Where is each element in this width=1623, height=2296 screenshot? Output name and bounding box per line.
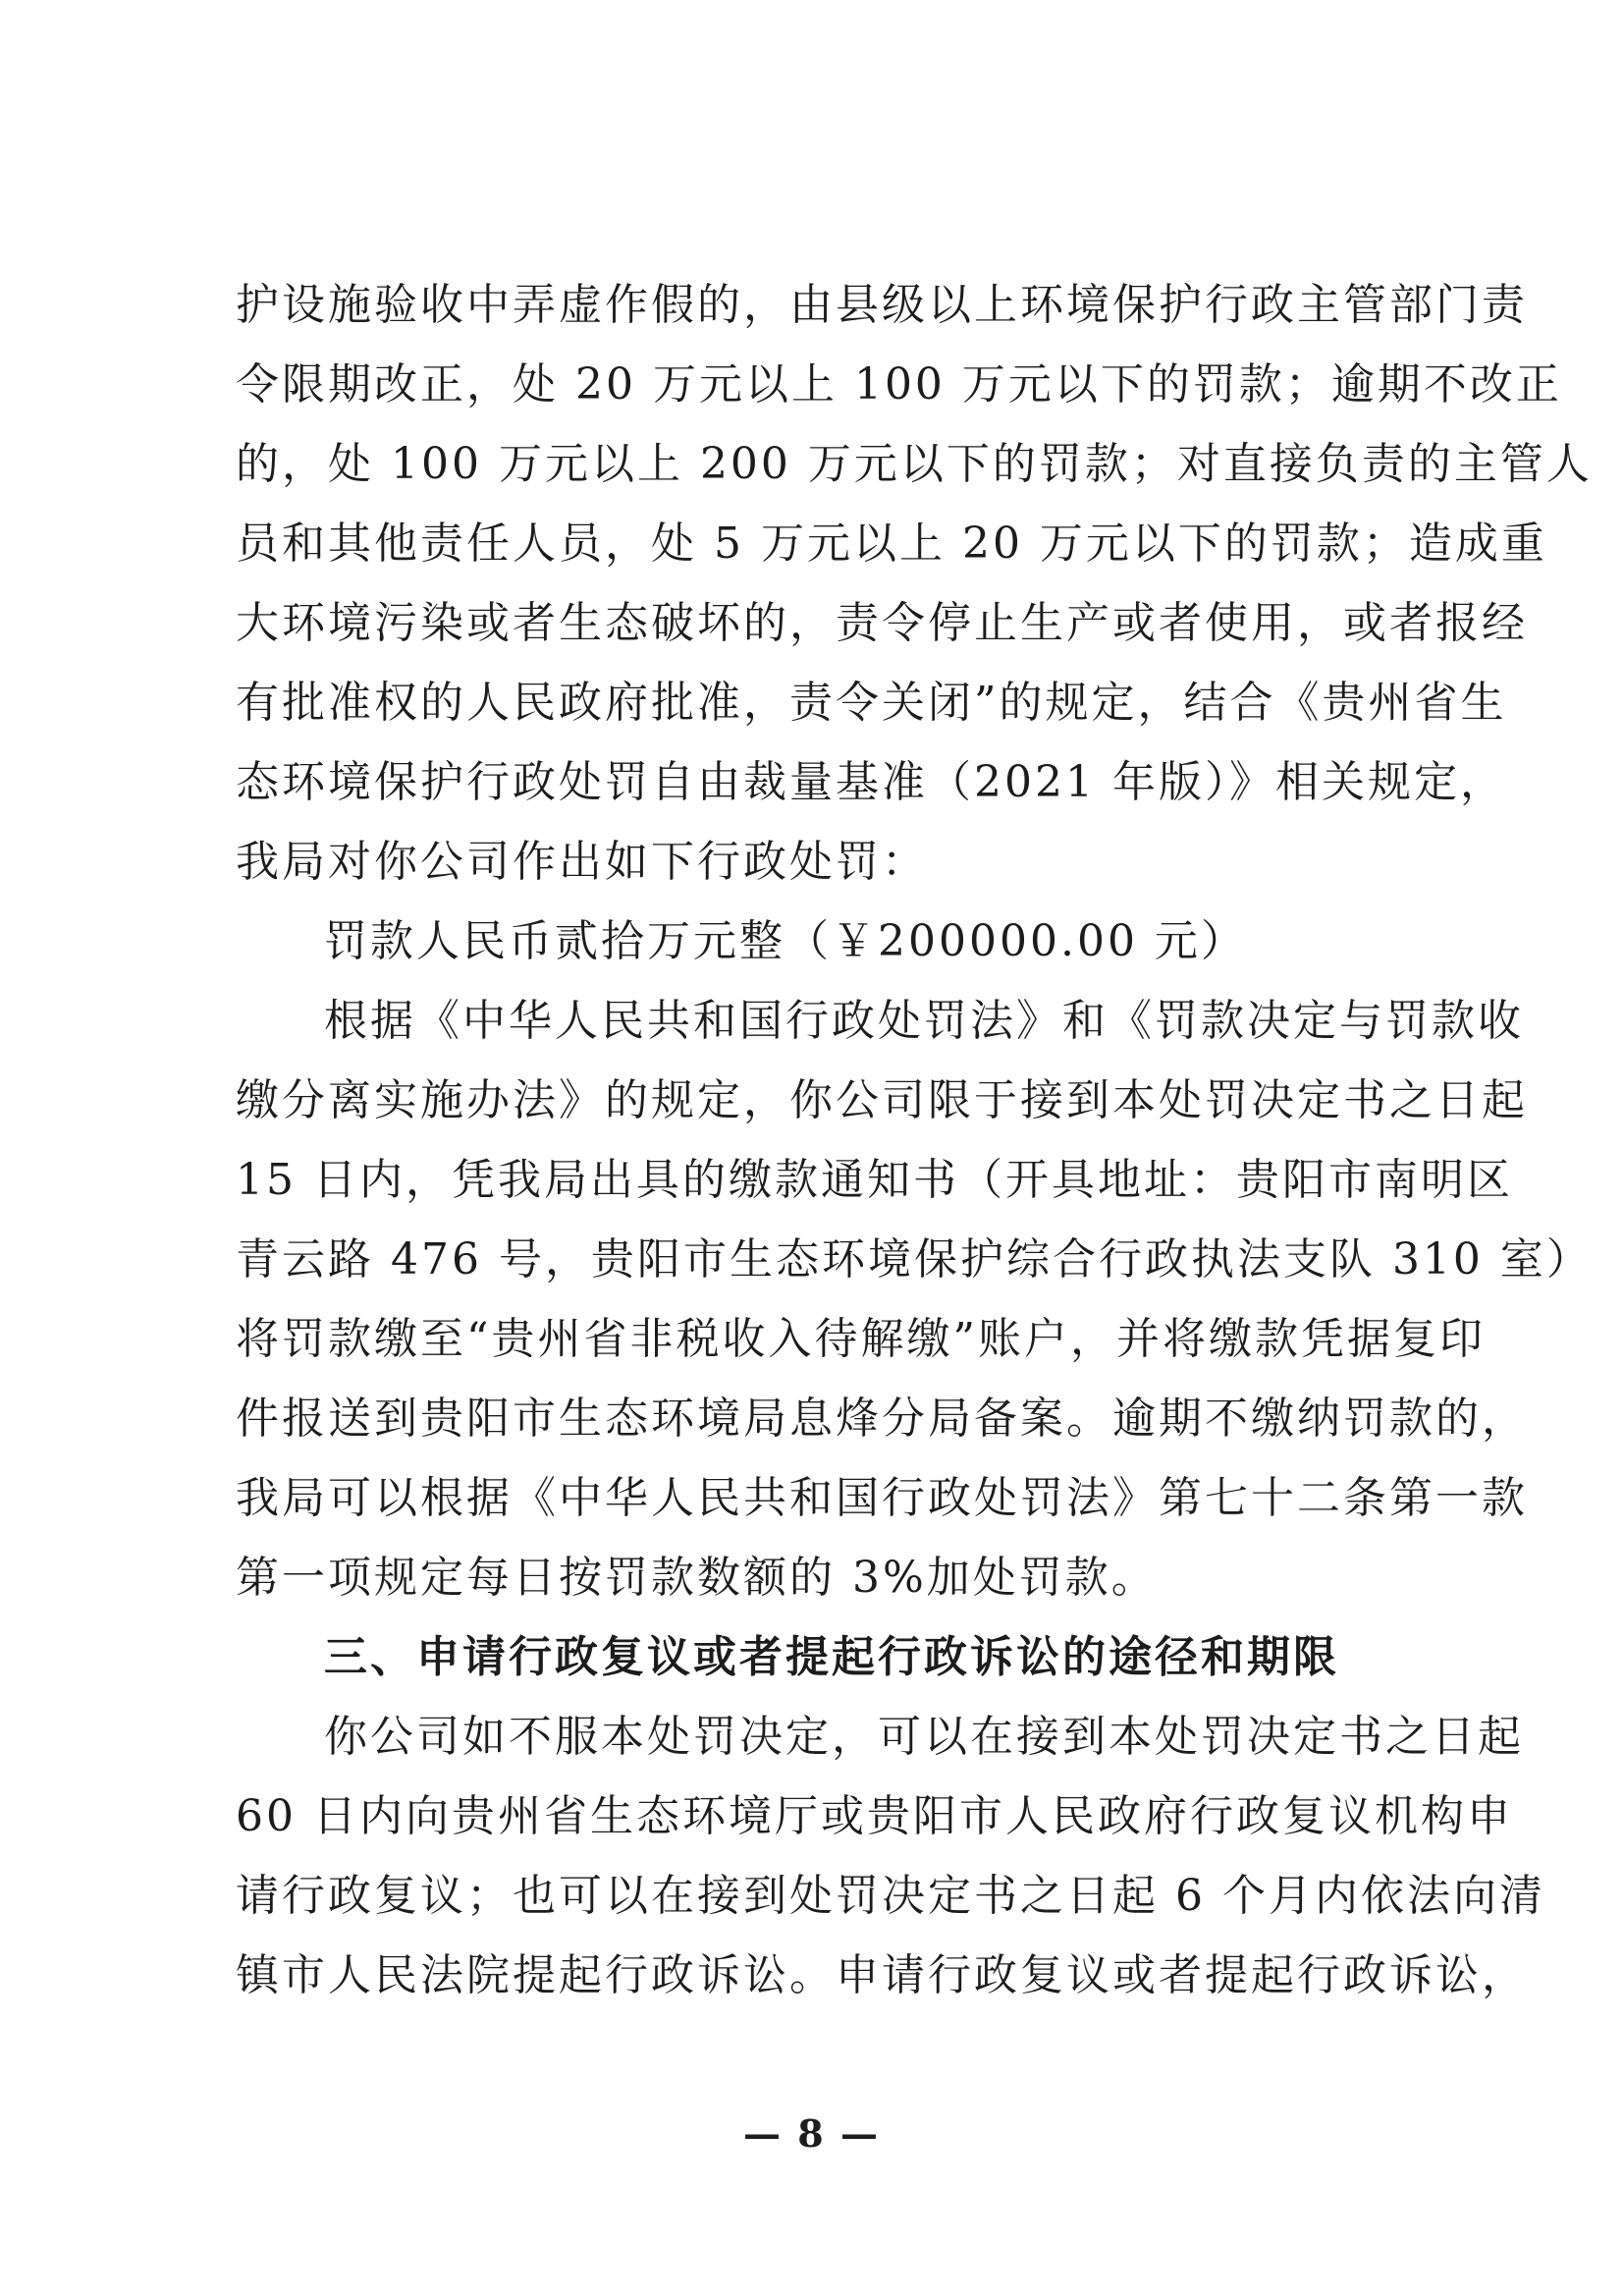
body-line: 令限期改正，处 20 万元以上 100 万元以下的罚款；逾期不改正	[236, 359, 1562, 410]
paragraph-start-line: 你公司如不服本处罚决定，可以在接到本处罚决定书之日起	[324, 1712, 1524, 1762]
body-line: 有批准权的人民政府批准，责令关闭”的规定，结合《贵州省生	[236, 678, 1507, 728]
body-line: 15 日内，凭我局出具的缴款通知书（开具地址：贵阳市南明区	[236, 1155, 1513, 1205]
body-text	[236, 265, 1593, 2015]
body-line: 态环境保护行政处罚自由裁量基准（2021 年版）》相关规定，	[236, 757, 1506, 807]
body-line: 我局可以根据《中华人民共和国行政处罚法》第七十二条第一款	[236, 1473, 1528, 1523]
fine-amount-line: 罚款人民币贰拾万元整（￥200000.00 元）	[324, 916, 1247, 966]
paragraph-start-line: 根据《中华人民共和国行政处罚法》和《罚款决定与罚款收	[324, 996, 1524, 1046]
body-line: 60 日内向贵州省生态环境厅或贵阳市人民政府行政复议机构申	[236, 1791, 1513, 1841]
body-line: 的，处 100 万元以上 200 万元以下的罚款；对直接负责的主管人	[236, 439, 1593, 489]
body-line: 大环境污染或者生态破坏的，责令停止生产或者使用，或者报经	[236, 598, 1528, 648]
body-line: 员和其他责任人员，处 5 万元以上 20 万元以下的罚款；造成重	[236, 519, 1547, 569]
page-number: — 8 —	[743, 2111, 880, 2156]
body-line: 护设施验收中弄虚作假的，由县级以上环境保护行政主管部门责	[236, 280, 1528, 330]
body-line: 我局对你公司作出如下行政处罚：	[236, 837, 928, 887]
body-line: 第一项规定每日按罚款数额的 3%加处罚款。	[236, 1553, 1158, 1603]
section-heading: 三、申请行政复议或者提起行政诉讼的途径和期限	[324, 1632, 1339, 1682]
body-line: 青云路 476 号，贵阳市生态环境保护综合行政执法支队 310 室）	[236, 1234, 1593, 1285]
body-line: 件报送到贵阳市生态环境局息烽分局备案。逾期不缴纳罚款的，	[236, 1394, 1528, 1444]
body-line: 请行政复议；也可以在接到处罚决定书之日起 6 个月内依法向清	[236, 1871, 1545, 1921]
body-line: 将罚款缴至“贵州省非税收入待解缴”账户，并将缴款凭据复印	[236, 1314, 1486, 1364]
body-line: 镇市人民法院提起行政诉讼。申请行政复议或者提起行政诉讼，	[236, 1950, 1528, 2000]
body-line: 缴分离实施办法》的规定，你公司限于接到本处罚决定书之日起	[236, 1075, 1528, 1125]
